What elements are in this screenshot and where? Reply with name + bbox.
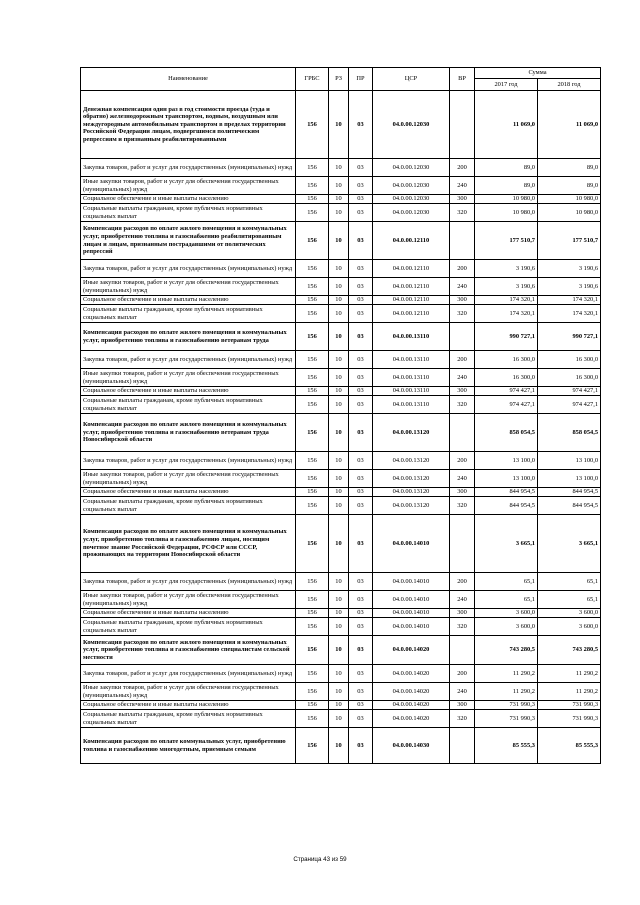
cell-rz: 10 xyxy=(329,396,349,414)
cell-name: Закупка товаров, работ и услуг для государственных (муниципальных) нужд xyxy=(81,452,296,470)
cell-vr xyxy=(450,414,475,452)
cell-rz: 10 xyxy=(329,414,349,452)
table-row xyxy=(81,305,601,323)
cell-pr: 03 xyxy=(349,636,373,665)
cell-vr: 200 xyxy=(450,260,475,278)
cell-vr: 240 xyxy=(450,683,475,701)
cell-v2018: 16 300,0 xyxy=(538,369,601,387)
cell-pr: 03 xyxy=(349,710,373,728)
cell-vr: 300 xyxy=(450,609,475,618)
cell-rz: 10 xyxy=(329,683,349,701)
header-sum: Сумма xyxy=(475,68,601,79)
cell-name: Компенсация расходов по оплате жилого помещения и коммунальных услуг, приобретению топлива и газоснабжению ветеранам труда Новосибирской области xyxy=(81,414,296,452)
cell-vr: 320 xyxy=(450,497,475,515)
cell-vr: 320 xyxy=(450,618,475,636)
cell-csr: 04.0.00.14020 xyxy=(373,683,450,701)
cell-v2017: 89,0 xyxy=(475,159,538,177)
cell-v2017: 177 510,7 xyxy=(475,222,538,260)
cell-v2018: 11 290,2 xyxy=(538,665,601,683)
cell-rz: 10 xyxy=(329,701,349,710)
table-row xyxy=(81,323,601,351)
cell-name: Социальное обеспечение и иные выплаты населению xyxy=(81,195,296,204)
cell-pr: 03 xyxy=(349,323,373,351)
cell-pr: 03 xyxy=(349,296,373,305)
cell-pr: 03 xyxy=(349,683,373,701)
cell-name: Социальные выплаты гражданам, кроме публичных нормативных социальных выплат xyxy=(81,396,296,414)
table-row xyxy=(81,701,601,710)
cell-name: Иные закупки товаров, работ и услуг для обеспечения государственных (муниципальных) нужд xyxy=(81,470,296,488)
cell-v2018: 844 954,5 xyxy=(538,497,601,515)
cell-csr: 04.0.00.14010 xyxy=(373,591,450,609)
cell-v2017: 731 990,3 xyxy=(475,710,538,728)
cell-rz: 10 xyxy=(329,609,349,618)
cell-vr: 200 xyxy=(450,159,475,177)
cell-grbs: 156 xyxy=(296,488,329,497)
cell-grbs: 156 xyxy=(296,609,329,618)
cell-pr: 03 xyxy=(349,159,373,177)
budget-table xyxy=(80,67,601,764)
table-row xyxy=(81,222,601,260)
cell-rz: 10 xyxy=(329,369,349,387)
cell-v2017: 844 954,5 xyxy=(475,497,538,515)
cell-grbs: 156 xyxy=(296,305,329,323)
table-row xyxy=(81,159,601,177)
cell-grbs: 156 xyxy=(296,710,329,728)
cell-pr: 03 xyxy=(349,260,373,278)
cell-rz: 10 xyxy=(329,387,349,396)
cell-rz: 10 xyxy=(329,305,349,323)
cell-vr: 200 xyxy=(450,351,475,369)
cell-pr: 03 xyxy=(349,591,373,609)
cell-v2018: 11 069,0 xyxy=(538,91,601,159)
cell-v2018: 974 427,1 xyxy=(538,387,601,396)
table-row xyxy=(81,195,601,204)
cell-vr xyxy=(450,323,475,351)
cell-grbs: 156 xyxy=(296,636,329,665)
cell-v2017: 974 427,1 xyxy=(475,387,538,396)
cell-pr: 03 xyxy=(349,414,373,452)
table-row xyxy=(81,636,601,665)
cell-vr: 300 xyxy=(450,296,475,305)
table-row xyxy=(81,591,601,609)
cell-pr: 03 xyxy=(349,665,373,683)
cell-rz: 10 xyxy=(329,91,349,159)
cell-v2018: 174 320,1 xyxy=(538,305,601,323)
cell-rz: 10 xyxy=(329,222,349,260)
cell-v2017: 174 320,1 xyxy=(475,305,538,323)
cell-v2018: 10 980,0 xyxy=(538,195,601,204)
cell-vr: 240 xyxy=(450,470,475,488)
table-body xyxy=(81,91,601,764)
cell-csr: 04.0.00.13120 xyxy=(373,488,450,497)
cell-grbs: 156 xyxy=(296,177,329,195)
cell-grbs: 156 xyxy=(296,728,329,764)
cell-name: Социальные выплаты гражданам, кроме публичных нормативных социальных выплат xyxy=(81,305,296,323)
cell-v2018: 743 280,5 xyxy=(538,636,601,665)
cell-csr: 04.0.00.14020 xyxy=(373,701,450,710)
cell-v2017: 11 290,2 xyxy=(475,665,538,683)
cell-csr: 04.0.00.13120 xyxy=(373,414,450,452)
cell-v2018: 13 100,0 xyxy=(538,452,601,470)
cell-v2018: 3 600,0 xyxy=(538,618,601,636)
header-rz: РЗ xyxy=(329,68,349,91)
cell-grbs: 156 xyxy=(296,618,329,636)
table-row xyxy=(81,452,601,470)
cell-rz: 10 xyxy=(329,260,349,278)
cell-v2017: 731 990,3 xyxy=(475,701,538,710)
cell-name: Компенсация расходов по оплате коммунальных услуг, приобретению топлива и газоснабжению многодетным, приемным семьям xyxy=(81,728,296,764)
cell-grbs: 156 xyxy=(296,260,329,278)
cell-csr: 04.0.00.13120 xyxy=(373,470,450,488)
cell-pr: 03 xyxy=(349,573,373,591)
cell-csr: 04.0.00.14010 xyxy=(373,609,450,618)
header-2017: 2017 год xyxy=(475,79,538,91)
cell-grbs: 156 xyxy=(296,204,329,222)
cell-csr: 04.0.00.12110 xyxy=(373,260,450,278)
cell-v2018: 3 600,0 xyxy=(538,609,601,618)
table-row xyxy=(81,515,601,573)
table-row xyxy=(81,665,601,683)
cell-rz: 10 xyxy=(329,618,349,636)
cell-name: Закупка товаров, работ и услуг для государственных (муниципальных) нужд xyxy=(81,665,296,683)
cell-csr: 04.0.00.13110 xyxy=(373,396,450,414)
cell-csr: 04.0.00.12110 xyxy=(373,305,450,323)
cell-v2017: 3 600,0 xyxy=(475,609,538,618)
cell-v2017: 858 054,5 xyxy=(475,414,538,452)
cell-grbs: 156 xyxy=(296,396,329,414)
cell-v2018: 731 990,3 xyxy=(538,701,601,710)
cell-rz: 10 xyxy=(329,515,349,573)
cell-name: Социальные выплаты гражданам, кроме публичных нормативных социальных выплат xyxy=(81,618,296,636)
cell-rz: 10 xyxy=(329,636,349,665)
cell-v2017: 89,0 xyxy=(475,177,538,195)
cell-name: Социальные выплаты гражданам, кроме публичных нормативных социальных выплат xyxy=(81,497,296,515)
cell-name: Иные закупки товаров, работ и услуг для обеспечения государственных (муниципальных) нужд xyxy=(81,369,296,387)
cell-grbs: 156 xyxy=(296,296,329,305)
cell-name: Компенсация расходов по оплате жилого помещения и коммунальных услуг, приобретению топлива и газоснабжению лицам, носящим почетное звание Российской Федерации, РСФСР или СССР, проживающих на территории Новосибирской области xyxy=(81,515,296,573)
cell-grbs: 156 xyxy=(296,470,329,488)
cell-rz: 10 xyxy=(329,710,349,728)
cell-vr: 240 xyxy=(450,369,475,387)
cell-vr: 300 xyxy=(450,701,475,710)
cell-v2018: 990 727,1 xyxy=(538,323,601,351)
header-pr: ПР xyxy=(349,68,373,91)
cell-csr: 04.0.00.13110 xyxy=(373,323,450,351)
cell-v2017: 3 190,6 xyxy=(475,278,538,296)
cell-vr: 200 xyxy=(450,665,475,683)
cell-v2018: 3 665,1 xyxy=(538,515,601,573)
cell-rz: 10 xyxy=(329,296,349,305)
cell-name: Социальное обеспечение и иные выплаты населению xyxy=(81,701,296,710)
cell-v2018: 974 427,1 xyxy=(538,396,601,414)
cell-pr: 03 xyxy=(349,488,373,497)
cell-rz: 10 xyxy=(329,278,349,296)
cell-v2018: 731 990,3 xyxy=(538,710,601,728)
cell-rz: 10 xyxy=(329,497,349,515)
cell-grbs: 156 xyxy=(296,222,329,260)
cell-v2017: 844 954,5 xyxy=(475,488,538,497)
cell-v2017: 974 427,1 xyxy=(475,396,538,414)
header-grbs: ГРБС xyxy=(296,68,329,91)
cell-csr: 04.0.00.13120 xyxy=(373,497,450,515)
cell-rz: 10 xyxy=(329,177,349,195)
cell-csr: 04.0.00.12030 xyxy=(373,204,450,222)
cell-pr: 03 xyxy=(349,91,373,159)
table-row xyxy=(81,369,601,387)
cell-pr: 03 xyxy=(349,728,373,764)
cell-name: Социальное обеспечение и иные выплаты населению xyxy=(81,296,296,305)
cell-rz: 10 xyxy=(329,159,349,177)
cell-pr: 03 xyxy=(349,396,373,414)
cell-pr: 03 xyxy=(349,609,373,618)
cell-pr: 03 xyxy=(349,369,373,387)
cell-rz: 10 xyxy=(329,351,349,369)
table-row xyxy=(81,609,601,618)
cell-csr: 04.0.00.12030 xyxy=(373,177,450,195)
cell-v2017: 743 280,5 xyxy=(475,636,538,665)
cell-name: Социальные выплаты гражданам, кроме публичных нормативных социальных выплат xyxy=(81,710,296,728)
table-row xyxy=(81,387,601,396)
cell-v2018: 65,1 xyxy=(538,591,601,609)
cell-v2018: 89,0 xyxy=(538,177,601,195)
cell-pr: 03 xyxy=(349,195,373,204)
cell-vr: 320 xyxy=(450,710,475,728)
cell-v2018: 16 300,0 xyxy=(538,351,601,369)
cell-pr: 03 xyxy=(349,204,373,222)
cell-csr: 04.0.00.14010 xyxy=(373,573,450,591)
cell-csr: 04.0.00.12030 xyxy=(373,159,450,177)
cell-pr: 03 xyxy=(349,470,373,488)
cell-vr xyxy=(450,636,475,665)
cell-csr: 04.0.00.14030 xyxy=(373,728,450,764)
cell-csr: 04.0.00.12110 xyxy=(373,222,450,260)
table-row xyxy=(81,396,601,414)
cell-vr: 300 xyxy=(450,195,475,204)
cell-v2018: 89,0 xyxy=(538,159,601,177)
cell-grbs: 156 xyxy=(296,387,329,396)
cell-grbs: 156 xyxy=(296,278,329,296)
cell-v2018: 3 190,6 xyxy=(538,260,601,278)
cell-grbs: 156 xyxy=(296,195,329,204)
cell-v2018: 858 054,5 xyxy=(538,414,601,452)
cell-vr: 240 xyxy=(450,591,475,609)
cell-csr: 04.0.00.14020 xyxy=(373,710,450,728)
cell-rz: 10 xyxy=(329,323,349,351)
cell-v2017: 10 980,0 xyxy=(475,204,538,222)
cell-rz: 10 xyxy=(329,470,349,488)
table-row xyxy=(81,618,601,636)
cell-grbs: 156 xyxy=(296,323,329,351)
cell-grbs: 156 xyxy=(296,414,329,452)
header-2018: 2018 год xyxy=(538,79,601,91)
cell-grbs: 156 xyxy=(296,515,329,573)
cell-name: Социальное обеспечение и иные выплаты населению xyxy=(81,609,296,618)
cell-name: Социальное обеспечение и иные выплаты населению xyxy=(81,488,296,497)
cell-vr: 300 xyxy=(450,387,475,396)
cell-v2018: 3 190,6 xyxy=(538,278,601,296)
cell-vr xyxy=(450,515,475,573)
cell-name: Компенсация расходов по оплате жилого помещения и коммунальных услуг, приобретению топлива и газоснабжению специалистам сельской местности xyxy=(81,636,296,665)
cell-rz: 10 xyxy=(329,665,349,683)
cell-name: Социальное обеспечение и иные выплаты населению xyxy=(81,387,296,396)
table-row xyxy=(81,204,601,222)
header-name: Наименование xyxy=(81,68,296,91)
cell-name: Иные закупки товаров, работ и услуг для обеспечения государственных (муниципальных) нужд xyxy=(81,683,296,701)
table-row xyxy=(81,177,601,195)
table-row xyxy=(81,296,601,305)
cell-name: Закупка товаров, работ и услуг для государственных (муниципальных) нужд xyxy=(81,260,296,278)
cell-pr: 03 xyxy=(349,452,373,470)
cell-v2017: 16 300,0 xyxy=(475,369,538,387)
cell-csr: 04.0.00.12110 xyxy=(373,278,450,296)
cell-v2017: 65,1 xyxy=(475,591,538,609)
cell-pr: 03 xyxy=(349,222,373,260)
cell-rz: 10 xyxy=(329,728,349,764)
cell-v2018: 177 510,7 xyxy=(538,222,601,260)
table-row xyxy=(81,710,601,728)
cell-csr: 04.0.00.12030 xyxy=(373,195,450,204)
cell-grbs: 156 xyxy=(296,497,329,515)
cell-name: Денежная компенсация один раз в год стоимости проезда (туда и обратно) железнодорожным транспортом, водным, воздушным или междугородным автомобильным транспортом в пределах территории Российской Федерации лицам, подвергшимся политическим репрессиям и признанным реабилитированными xyxy=(81,91,296,159)
page-number: Страница 43 из 59 xyxy=(293,856,347,863)
cell-grbs: 156 xyxy=(296,591,329,609)
cell-v2017: 3 600,0 xyxy=(475,618,538,636)
table-row xyxy=(81,351,601,369)
cell-name: Иные закупки товаров, работ и услуг для обеспечения государственных (муниципальных) нужд xyxy=(81,177,296,195)
cell-rz: 10 xyxy=(329,195,349,204)
cell-v2018: 844 954,5 xyxy=(538,488,601,497)
cell-v2018: 11 290,2 xyxy=(538,683,601,701)
cell-csr: 04.0.00.13110 xyxy=(373,369,450,387)
cell-pr: 03 xyxy=(349,618,373,636)
cell-grbs: 156 xyxy=(296,573,329,591)
cell-v2017: 13 100,0 xyxy=(475,470,538,488)
cell-grbs: 156 xyxy=(296,91,329,159)
cell-csr: 04.0.00.14020 xyxy=(373,665,450,683)
cell-name: Закупка товаров, работ и услуг для государственных (муниципальных) нужд xyxy=(81,351,296,369)
cell-grbs: 156 xyxy=(296,665,329,683)
table-row xyxy=(81,728,601,764)
cell-vr: 200 xyxy=(450,452,475,470)
cell-name: Социальные выплаты гражданам, кроме публичных нормативных социальных выплат xyxy=(81,204,296,222)
table-row xyxy=(81,91,601,159)
cell-rz: 10 xyxy=(329,452,349,470)
table-row xyxy=(81,488,601,497)
cell-pr: 03 xyxy=(349,701,373,710)
cell-vr: 200 xyxy=(450,573,475,591)
cell-grbs: 156 xyxy=(296,351,329,369)
cell-csr: 04.0.00.13110 xyxy=(373,387,450,396)
cell-vr: 300 xyxy=(450,488,475,497)
table-row xyxy=(81,260,601,278)
cell-vr: 320 xyxy=(450,396,475,414)
cell-rz: 10 xyxy=(329,488,349,497)
cell-grbs: 156 xyxy=(296,159,329,177)
cell-pr: 03 xyxy=(349,177,373,195)
cell-vr xyxy=(450,222,475,260)
cell-csr: 04.0.00.14010 xyxy=(373,515,450,573)
cell-v2017: 65,1 xyxy=(475,573,538,591)
table-row xyxy=(81,414,601,452)
cell-pr: 03 xyxy=(349,515,373,573)
cell-rz: 10 xyxy=(329,204,349,222)
cell-vr: 320 xyxy=(450,204,475,222)
table-row xyxy=(81,278,601,296)
cell-v2018: 85 555,3 xyxy=(538,728,601,764)
cell-v2018: 13 100,0 xyxy=(538,470,601,488)
cell-name: Закупка товаров, работ и услуг для государственных (муниципальных) нужд xyxy=(81,573,296,591)
cell-pr: 03 xyxy=(349,497,373,515)
cell-v2017: 3 665,1 xyxy=(475,515,538,573)
cell-csr: 04.0.00.14020 xyxy=(373,636,450,665)
cell-v2018: 10 980,0 xyxy=(538,204,601,222)
cell-v2017: 990 727,1 xyxy=(475,323,538,351)
cell-grbs: 156 xyxy=(296,369,329,387)
header-csr: ЦСР xyxy=(373,68,450,91)
cell-rz: 10 xyxy=(329,573,349,591)
header-vr: ВР xyxy=(450,68,475,91)
table-row xyxy=(81,683,601,701)
cell-name: Закупка товаров, работ и услуг для государственных (муниципальных) нужд xyxy=(81,159,296,177)
cell-vr: 320 xyxy=(450,305,475,323)
cell-csr: 04.0.00.13110 xyxy=(373,351,450,369)
cell-pr: 03 xyxy=(349,278,373,296)
cell-name: Компенсация расходов по оплате жилого помещения и коммунальных услуг, приобретению топлива и газоснабжению ветеранам труда xyxy=(81,323,296,351)
cell-v2017: 10 980,0 xyxy=(475,195,538,204)
cell-v2017: 11 290,2 xyxy=(475,683,538,701)
cell-v2017: 13 100,0 xyxy=(475,452,538,470)
table-row xyxy=(81,573,601,591)
cell-v2017: 174 320,1 xyxy=(475,296,538,305)
cell-grbs: 156 xyxy=(296,452,329,470)
cell-vr: 240 xyxy=(450,177,475,195)
cell-vr xyxy=(450,728,475,764)
cell-pr: 03 xyxy=(349,387,373,396)
cell-vr xyxy=(450,91,475,159)
cell-name: Иные закупки товаров, работ и услуг для обеспечения государственных (муниципальных) нужд xyxy=(81,278,296,296)
cell-name: Компенсация расходов по оплате жилого помещения и коммунальных услуг, приобретению топлива и газоснабжению реабилитированным лицам и лицам, признанным пострадавшими от политических репрессий xyxy=(81,222,296,260)
cell-csr: 04.0.00.14010 xyxy=(373,618,450,636)
cell-v2018: 174 320,1 xyxy=(538,296,601,305)
cell-csr: 04.0.00.13120 xyxy=(373,452,450,470)
cell-pr: 03 xyxy=(349,305,373,323)
table-row xyxy=(81,497,601,515)
cell-v2017: 3 190,6 xyxy=(475,260,538,278)
cell-vr: 240 xyxy=(450,278,475,296)
cell-csr: 04.0.00.12110 xyxy=(373,296,450,305)
cell-rz: 10 xyxy=(329,591,349,609)
cell-v2017: 11 069,0 xyxy=(475,91,538,159)
table-row xyxy=(81,470,601,488)
cell-v2017: 16 300,0 xyxy=(475,351,538,369)
cell-grbs: 156 xyxy=(296,701,329,710)
cell-name: Иные закупки товаров, работ и услуг для обеспечения государственных (муниципальных) нужд xyxy=(81,591,296,609)
cell-pr: 03 xyxy=(349,351,373,369)
cell-v2017: 85 555,3 xyxy=(475,728,538,764)
cell-grbs: 156 xyxy=(296,683,329,701)
cell-csr: 04.0.00.12030 xyxy=(373,91,450,159)
cell-v2018: 65,1 xyxy=(538,573,601,591)
